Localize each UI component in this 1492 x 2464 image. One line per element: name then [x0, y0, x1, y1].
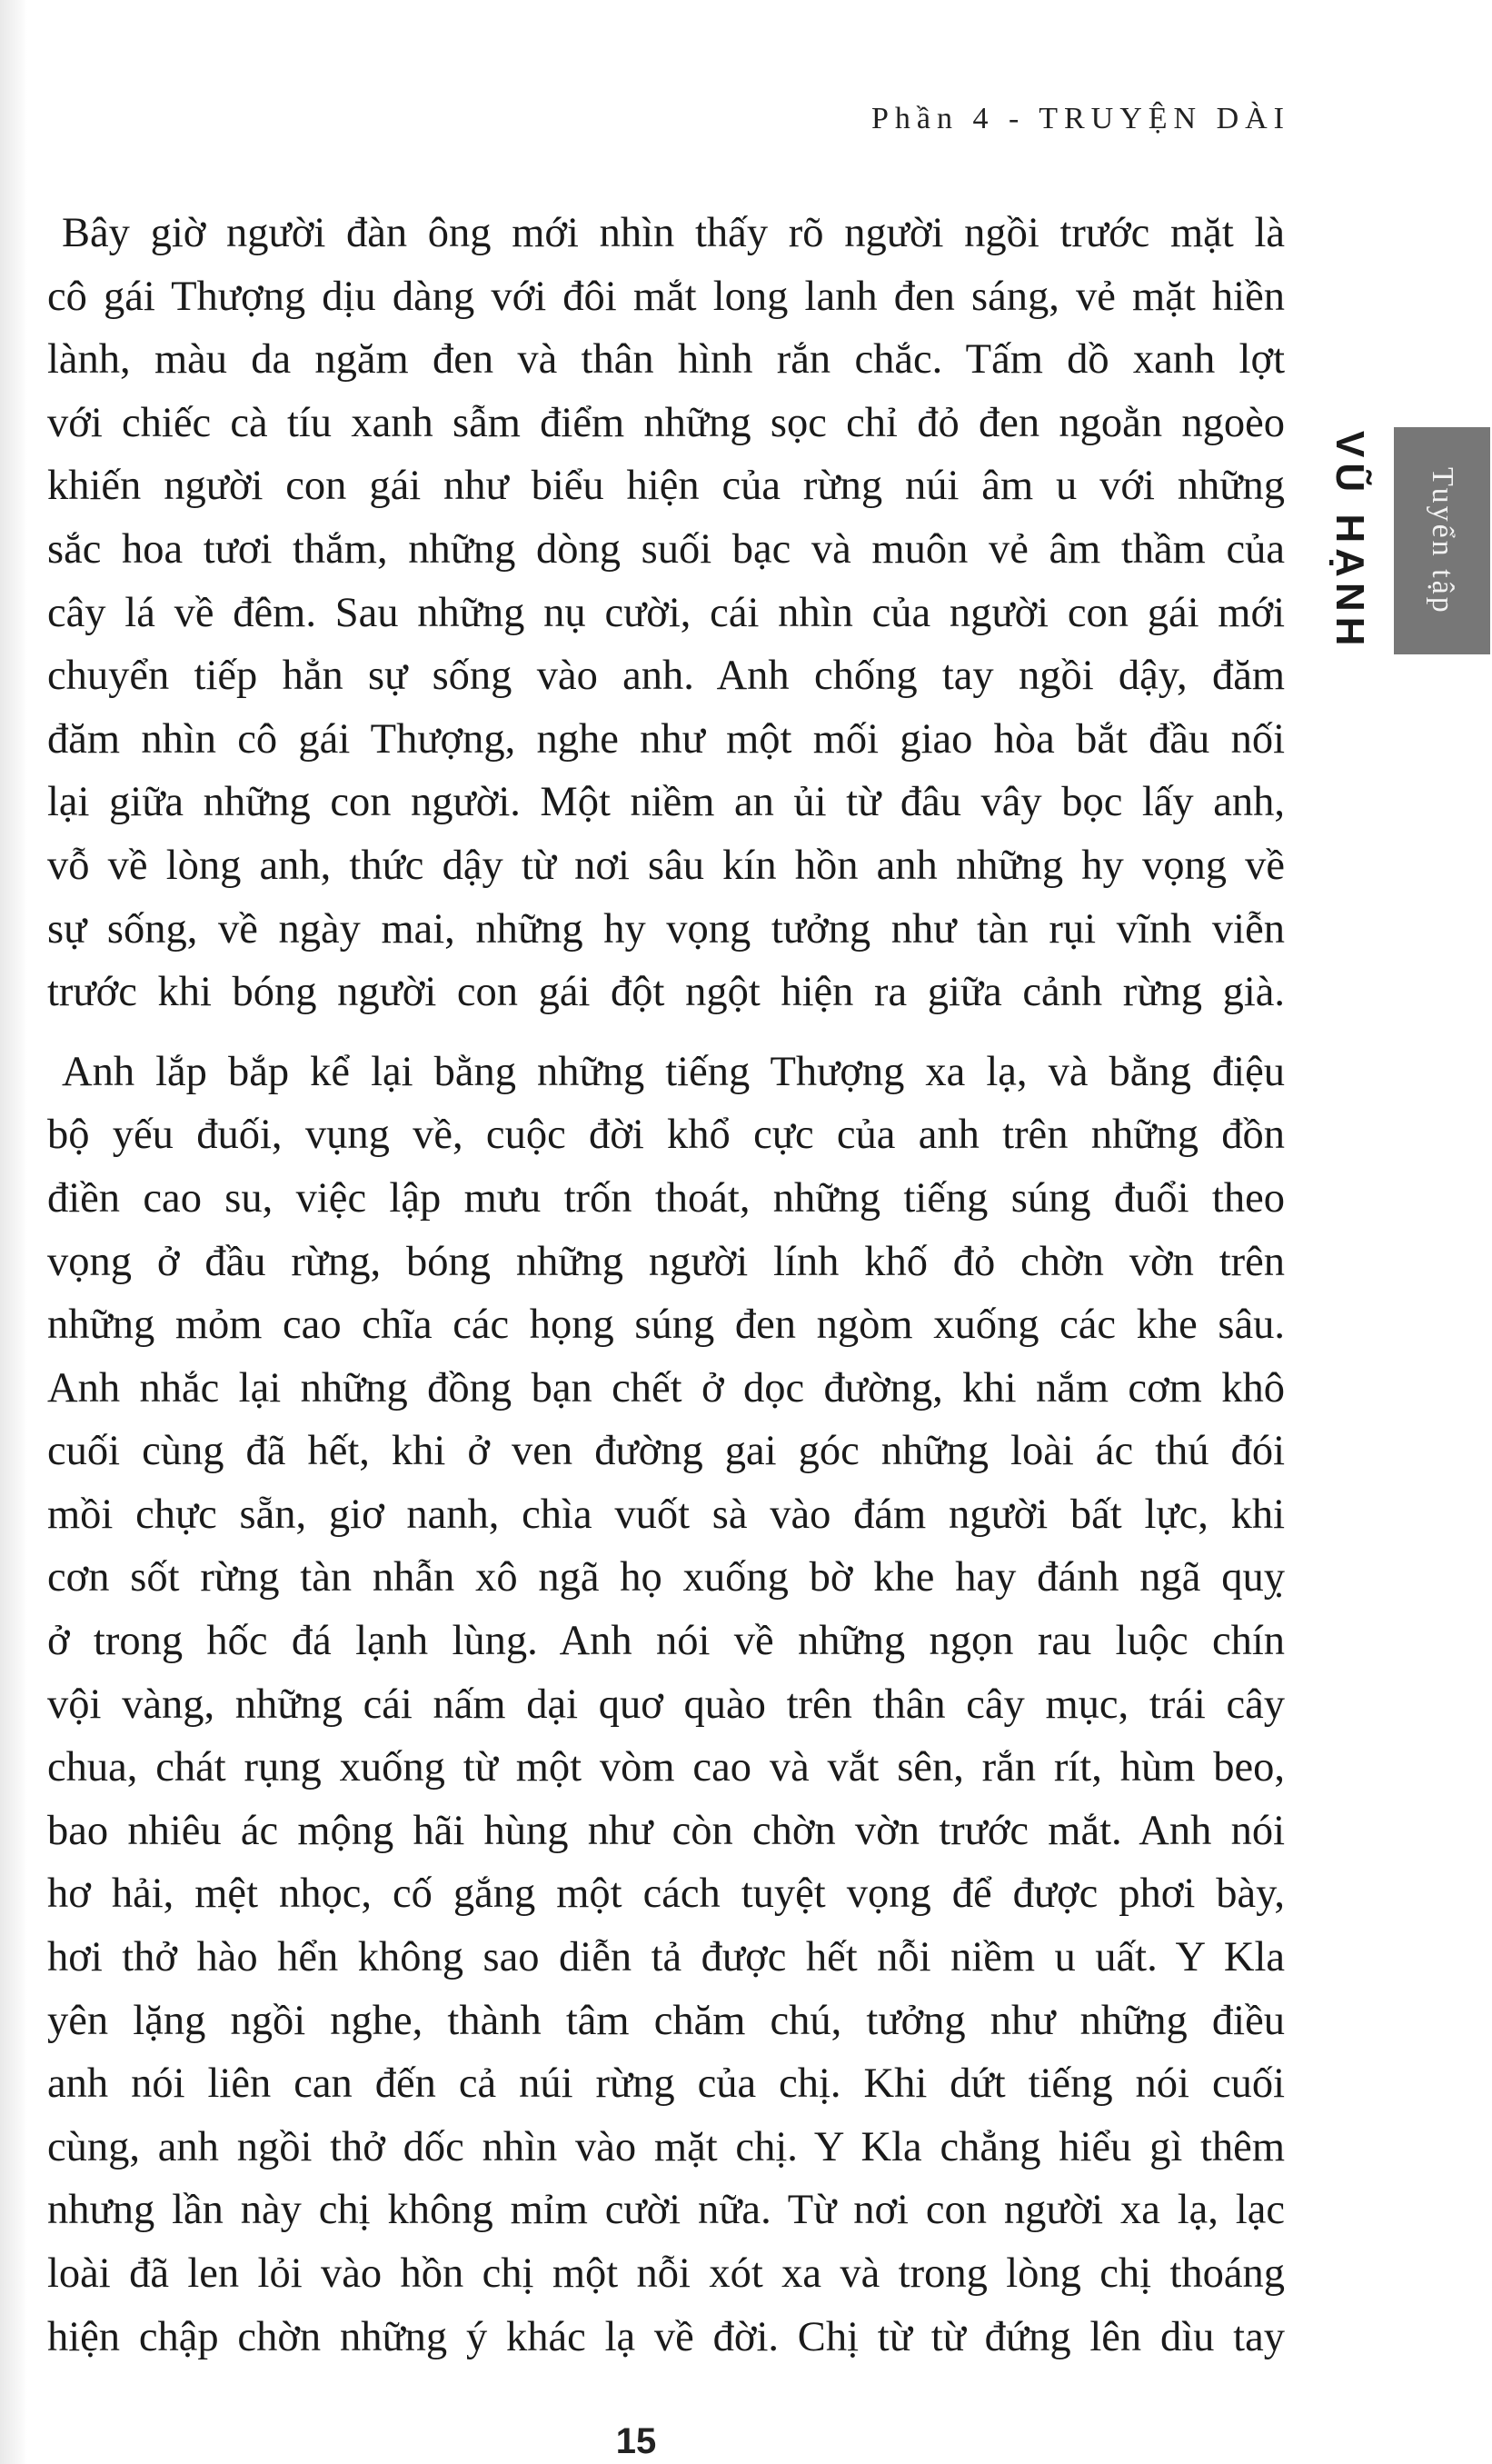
author-name: VŨ HẠNH [1328, 430, 1372, 652]
side-tab-series [1394, 427, 1490, 654]
text-line: sự sống, về ngày mai, những hy vọng tưởng như tàn rụi vĩnh viễn [47, 905, 1285, 953]
text-line: với chiếc cà tíu xanh sẫm điểm những sọc chỉ đỏ đen ngoằn ngoèo [47, 399, 1285, 446]
text-line: loài đã len lỏi vào hồn chị một nỗi xót xa và trong lòng chị thoáng [47, 2250, 1285, 2297]
text-line: Anh nhắc lại những đồng bạn chết ở dọc đường, khi nắm cơm khô [47, 1364, 1285, 1412]
text-line: hiện chập chờn những ý khác lạ về đời. Chị từ từ đứng lên dìu tay [47, 2313, 1285, 2360]
text-line: vỗ về lòng anh, thức dậy từ nơi sâu kín hồn anh những hy vọng về [47, 842, 1285, 889]
side-tab-author [1305, 427, 1394, 654]
text-line: Bây giờ người đàn ông mới nhìn thấy rõ người ngồi trước mặt là [62, 210, 1285, 256]
text-line: bộ yếu đuối, vụng về, cuộc đời khổ cực của anh trên những đồn [47, 1112, 1285, 1159]
running-head: Phần 4 - TRUYỆN DÀI [870, 102, 1290, 135]
text-line: cuối cùng đã hết, khi ở ven đường gai góc những loài ác thú đói [47, 1428, 1285, 1475]
text-line: cây lá về đêm. Sau những nụ cười, cái nhìn của người con gái mới [47, 589, 1285, 636]
text-line: cùng, anh ngồi thở dốc nhìn vào mặt chị. Y Kla chẳng hiểu gì thêm [47, 2123, 1285, 2170]
text-line: yên lặng ngồi nghe, thành tâm chăm chú, tưởng như những điều [47, 1997, 1285, 2044]
series-name: Tuyển tập [1426, 466, 1459, 615]
text-line: trước khi bóng người con gái đột ngột hiện ra giữa cảnh rừng già. [47, 969, 1285, 1016]
text-line: nhưng lần này chị không mỉm cười nữa. Từ nơi con người xa lạ, lạc [47, 2187, 1285, 2234]
text-line: vội vàng, những cái nấm dại quơ quào trên thân cây mục, trái cây [47, 1681, 1285, 1728]
text-line: lại giữa những con người. Một niềm an ủi từ đâu vây bọc lấy anh, [47, 779, 1285, 826]
text-line: cơn sốt rừng tàn nhẫn xô ngã họ xuống bờ khe hay đánh ngã quỵ [47, 1554, 1285, 1601]
text-line: Anh lắp bắp kể lại bằng những tiếng Thượng xa lạ, và bằng điệu [62, 1048, 1285, 1095]
page-number: 15 [615, 2421, 657, 2461]
text-line: đăm nhìn cô gái Thượng, nghe như một mối giao hòa bắt đầu nối [47, 715, 1285, 763]
text-line: chua, chát rụng xuống từ một vòm cao và vắt sên, rắn rít, hùm beo, [47, 1744, 1285, 1791]
side-tab [1305, 427, 1490, 654]
text-line: những mỏm cao chĩa các họng súng đen ngòm xuống các khe sâu. [47, 1302, 1285, 1349]
text-line: bao nhiêu ác mộng hãi hùng như còn chờn vờn trước mắt. Anh nói [47, 1807, 1285, 1854]
text-line: vọng ở đầu rừng, bóng những người lính khố đỏ chờn vờn trên [47, 1238, 1285, 1285]
text-line: ở trong hốc đá lạnh lùng. Anh nói về những ngọn rau luộc chín [47, 1618, 1285, 1665]
text-line: hơ hải, mệt nhọc, cố gắng một cách tuyệt vọng để được phơi bày, [47, 1870, 1285, 1918]
text-line: anh nói liên can đến cả núi rừng của chị. Khi dứt tiếng nói cuối [47, 2060, 1285, 2108]
text-line: chuyển tiếp hẳn sự sống vào anh. Anh chống tay ngồi dậy, đăm [47, 653, 1285, 700]
text-line: lành, màu da ngăm đen và thân hình rắn chắc. Tấm dồ xanh lợt [47, 336, 1285, 384]
text-line: cô gái Thượng dịu dàng với đôi mắt long lanh đen sáng, vẻ mặt hiền [47, 273, 1285, 320]
body-text [47, 202, 1285, 2369]
text-line: điền cao su, việc lập mưu trốn thoát, những tiếng súng đuổi theo [47, 1174, 1285, 1222]
text-line: hơi thở hào hển không sao diễn tả được hết nỗi niềm u uất. Y Kla [47, 1934, 1285, 1981]
text-line: khiến người con gái như biểu hiện của rừng núi âm u với những [47, 463, 1285, 510]
text-line: sắc hoa tươi thắm, những dòng suối bạc và muôn vẻ âm thầm của [47, 525, 1285, 573]
page-gutter-shadow [0, 0, 27, 2464]
text-line: mồi chực sẵn, giơ nanh, chìa vuốt sà vào đám người bất lực, khi [47, 1491, 1285, 1538]
